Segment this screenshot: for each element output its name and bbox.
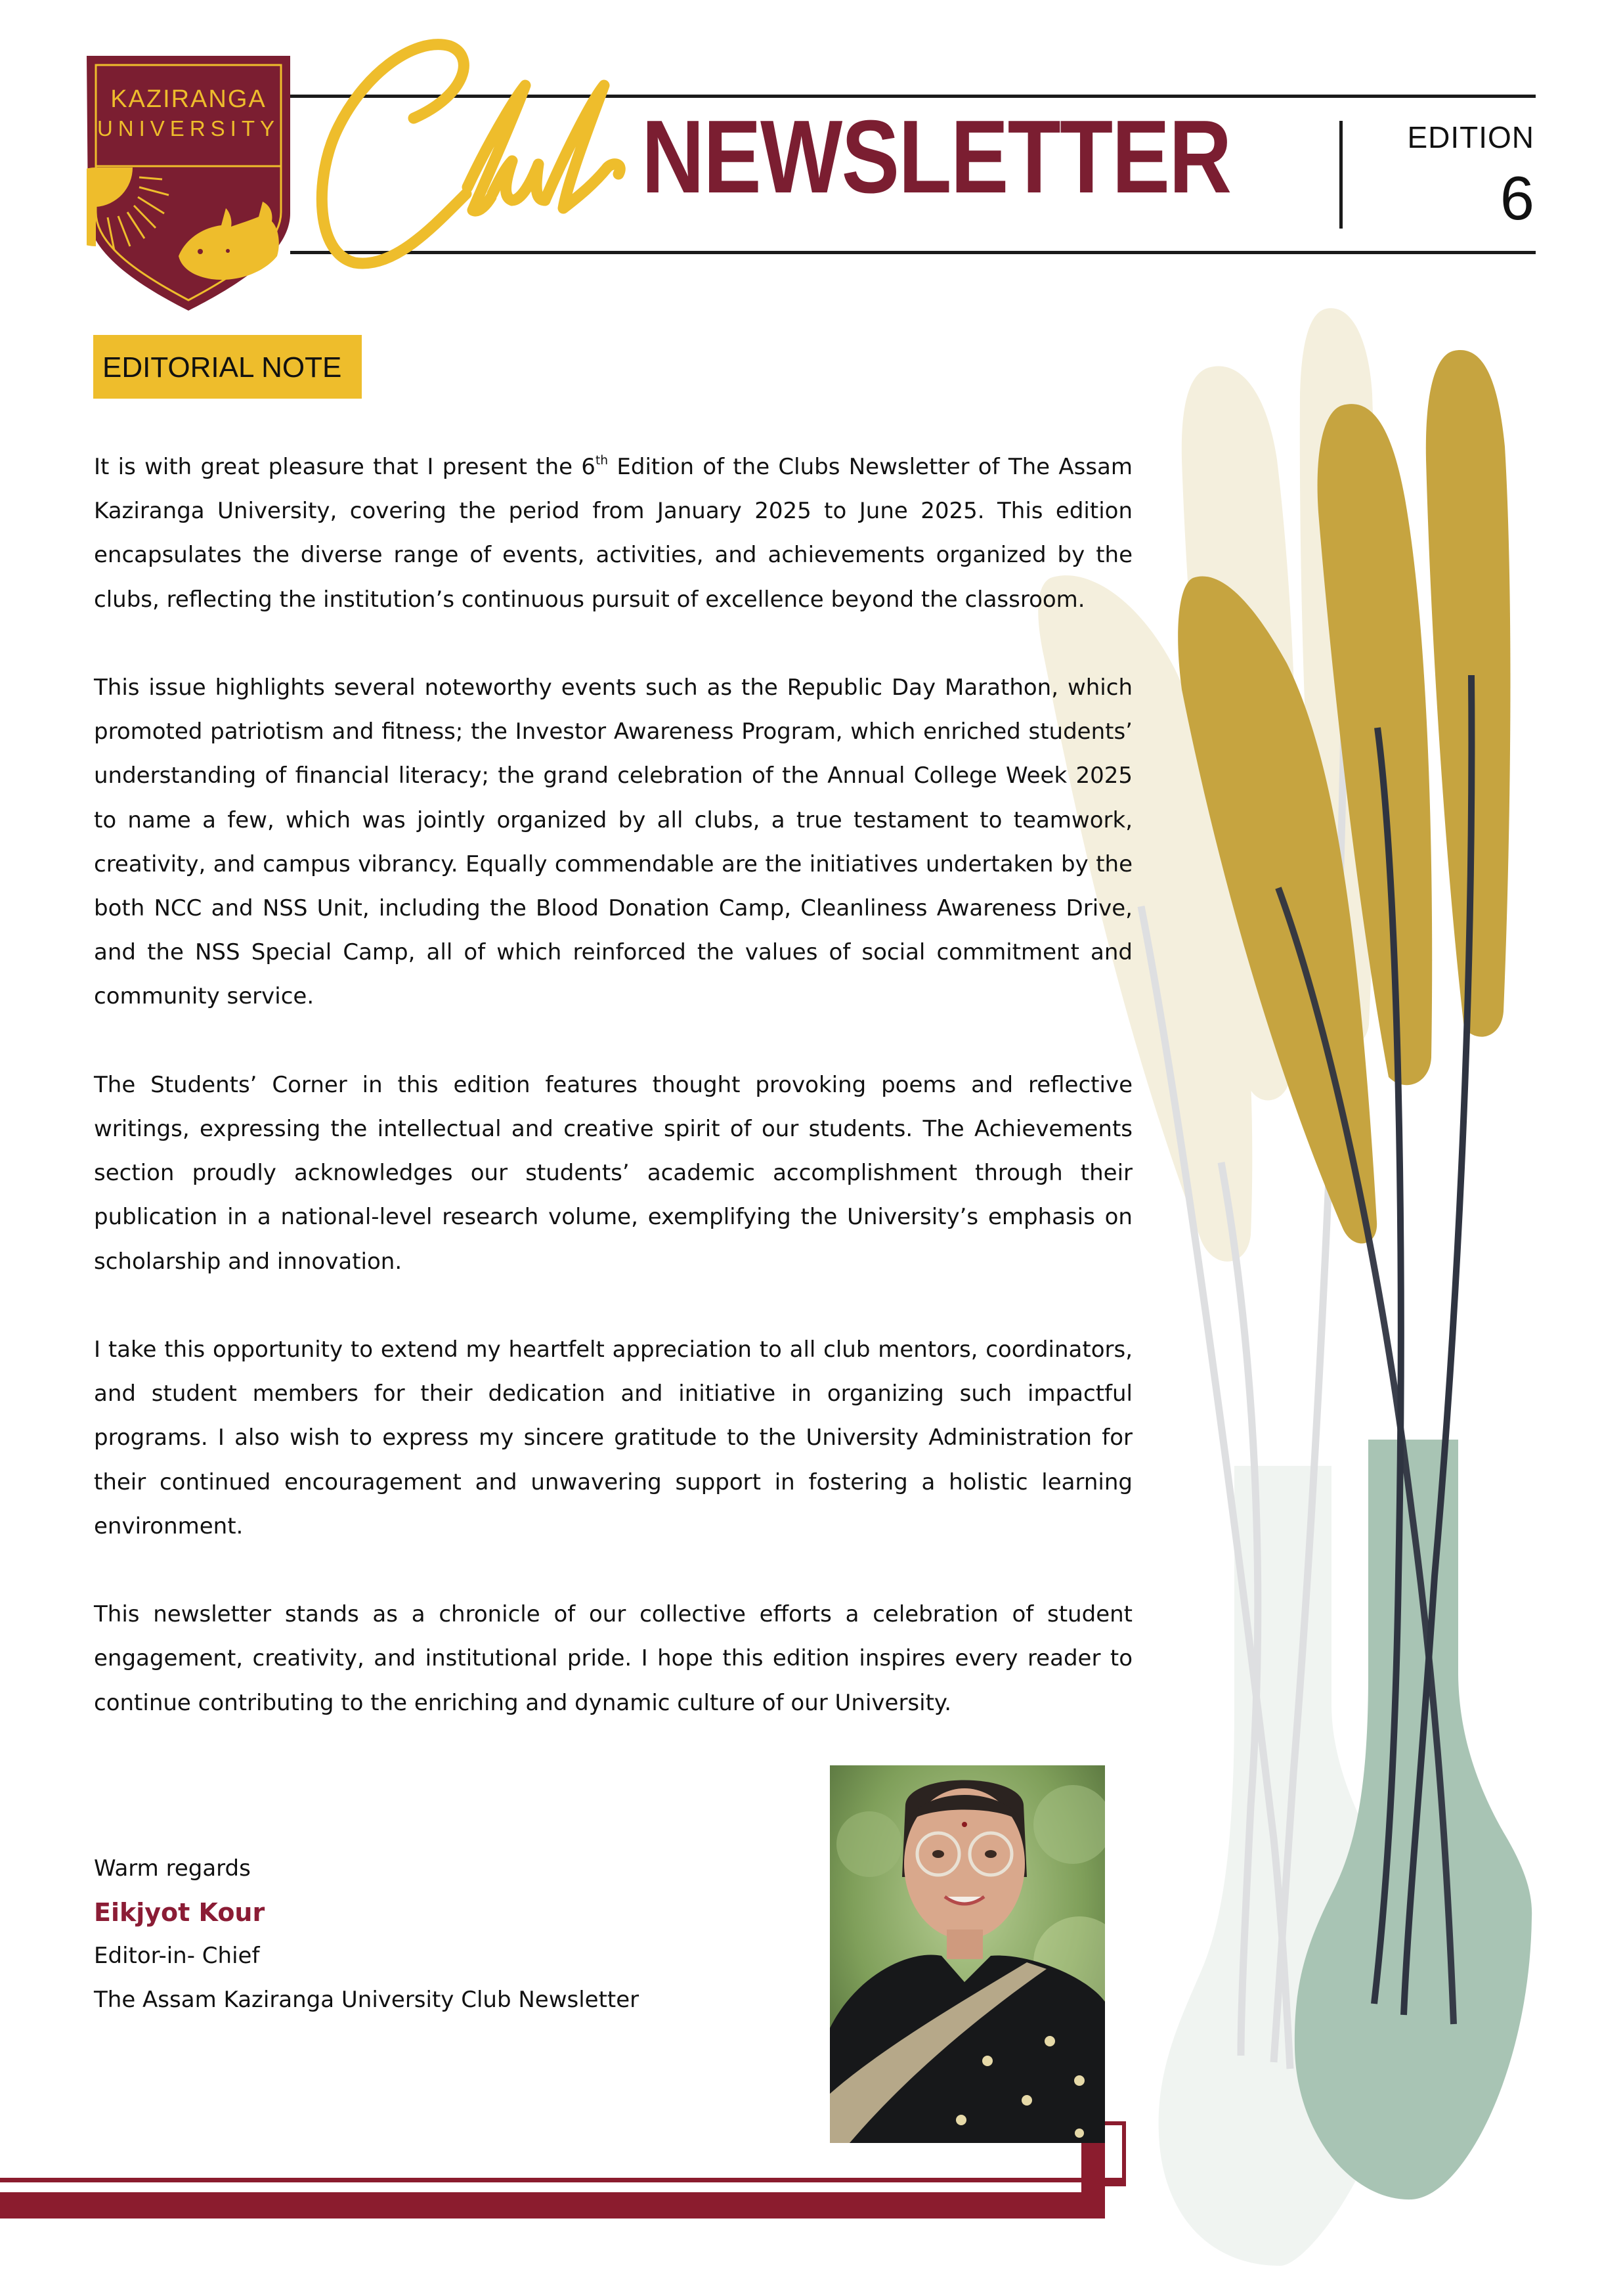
editorial-body bbox=[94, 445, 1133, 1769]
paragraph-1 bbox=[94, 445, 1133, 622]
university-logo-shield bbox=[87, 56, 292, 312]
editor-photo bbox=[830, 1765, 1105, 2143]
footer-outline-frame bbox=[1105, 2121, 1126, 2186]
editorial-note-label: EDITORIAL NOTE bbox=[102, 351, 342, 384]
footer-vertical-block bbox=[1081, 2143, 1105, 2219]
editorial-note-tag bbox=[93, 335, 362, 399]
logo-text-line1: KAZIRANGA bbox=[110, 85, 267, 113]
editor-name: Eikjyot Kour bbox=[94, 1897, 265, 1927]
header-vertical-divider bbox=[1339, 121, 1343, 229]
logo-text-line2: UNIVERSITY bbox=[97, 116, 280, 141]
paragraph-5: This newsletter stands as a chronicle of our collective efforts a celebration of student engagement, creativity, and institutional pride. I hope this edition inspires every reader to continue contributing to the enriching and dynamic culture of our University. bbox=[94, 1601, 1133, 1716]
edition-label: EDITION bbox=[1407, 120, 1534, 154]
paragraph-1-rest: Edition of the Clubs Newsletter of The Assam Kaziranga University, covering the period from January 2025 to June 2025. This edition encapsulates the diverse range of events, activities, and achievements organized by the clubs, reflecting the institution’s continuous pursuit of excellence beyond the classroom. bbox=[94, 454, 1133, 613]
ordinal-suffix: th bbox=[595, 454, 609, 468]
newsletter-org: The Assam Kaziranga University Club Newsletter bbox=[94, 1986, 639, 2013]
closing-text: Warm regards bbox=[94, 1855, 251, 1882]
paragraph-4: I take this opportunity to extend my heartfelt appreciation to all club mentors, coordinators, and student members for their dedication and initiative in organizing such impactful programs. I also wish to express my sincere gratitude to the University Administration for their continued encouragement and unwavering support in fostering a holistic learning environment. bbox=[94, 1336, 1133, 1539]
club-script-logo bbox=[315, 36, 683, 279]
newsletter-title: NEWSLETTER bbox=[641, 99, 1231, 215]
edition-number: 6 bbox=[1500, 164, 1534, 232]
paragraph-3: The Students’ Corner in this edition features thought provoking poems and reflective writings, expressing the intellectual and creative spirit of our students. The Achievements section proudly acknowledges our students’ academic accomplishment through their publication in a national-level research volume, exemplifying the University’s emphasis on scholarship and innovation. bbox=[94, 1071, 1133, 1275]
signature-block bbox=[94, 1847, 639, 2021]
paragraph-1-start: It is with great pleasure that I present the 6 bbox=[94, 454, 595, 480]
footer-thin-rule bbox=[0, 2178, 1126, 2182]
editor-role: Editor-in- Chief bbox=[94, 1943, 260, 1969]
paragraph-2: This issue highlights several noteworthy events such as the Republic Day Marathon, which promoted patriotism and fitness; the Investor Awareness Program, which enriched students’ understanding of financial literacy; the grand celebration of the Annual College Week 2025 to name a few, which was jointly organized by all clubs, a true testament to teamwork, creativity, and campus vibrancy. Equally commendable are the initiatives undertaken by the both NCC and NSS Unit, including the Blood Donation Camp, Cleanliness Awareness Drive, and the NSS Special Camp, all of which reinforced the values of social commitment and community service. bbox=[94, 674, 1133, 1010]
footer-thick-bar bbox=[0, 2192, 1105, 2219]
